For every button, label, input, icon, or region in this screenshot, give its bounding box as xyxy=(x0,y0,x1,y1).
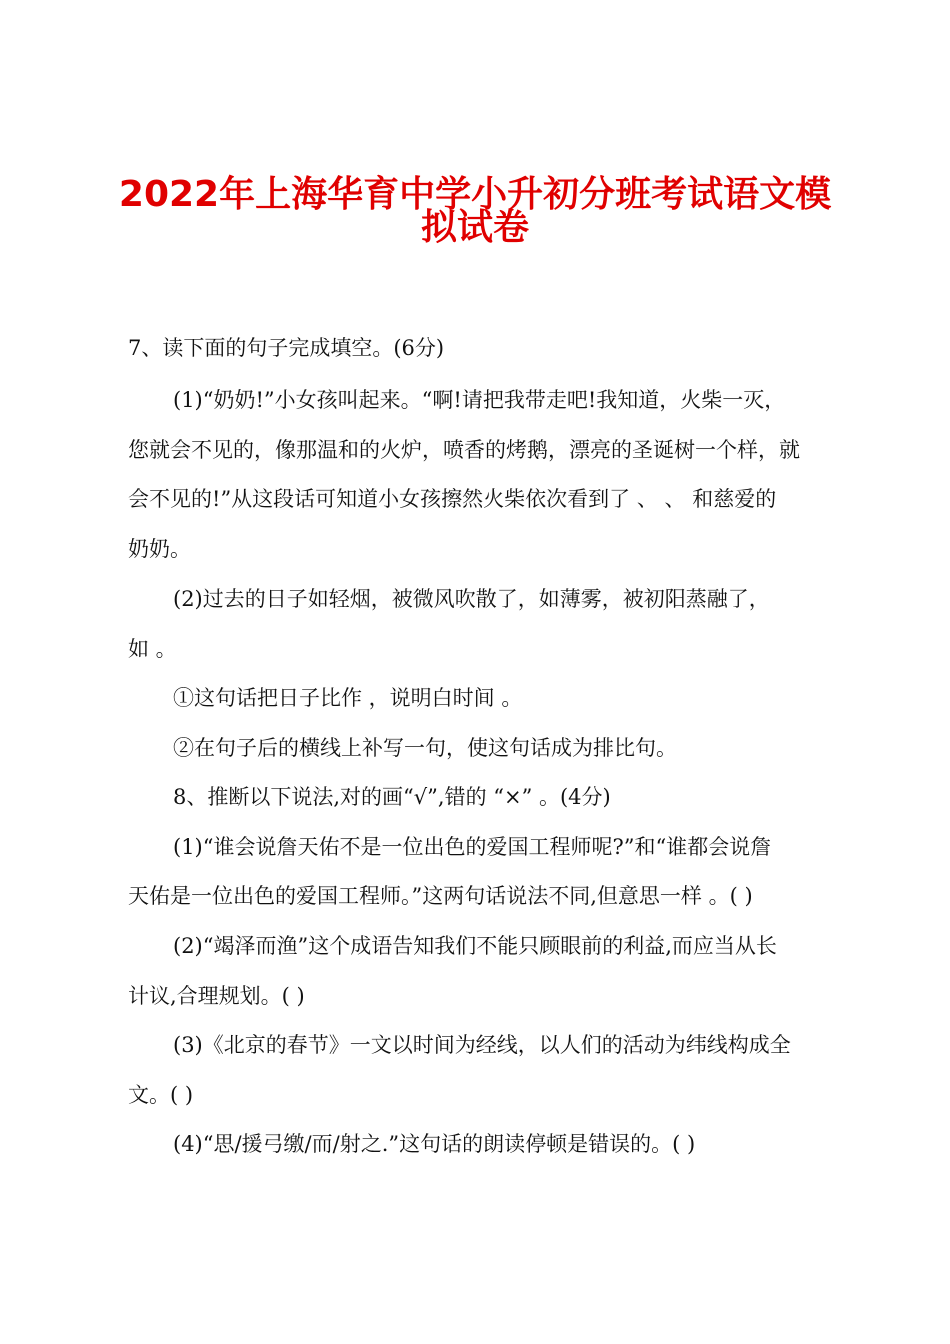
q7-p1-line-1: (1)“奶奶!”小女孩叫起来。“啊!请把我带走吧!我知道，火柴一灭， xyxy=(173,388,786,412)
document-title-line-1: 2022年上海华育中学小升初分班考试语文模 xyxy=(118,174,832,215)
q7-p2-line-1: (2)过去的日子如轻烟，被微风吹散了，如薄雾，被初阳蒸融了， xyxy=(173,587,770,611)
document-title-line-2: 拟试卷 xyxy=(420,207,529,248)
q7-p1-line-2: 您就会不见的，像那温和的火炉，喷香的烤鹅，漂亮的圣诞树一个样，就 xyxy=(128,438,800,462)
q7-p1-line-4: 奶奶。 xyxy=(128,537,191,561)
q7-sub-question-1: ①这句话把日子比作 ，说明白时间 。 xyxy=(173,686,523,710)
q7-heading: 7、读下面的句子完成填空。(6分) xyxy=(128,336,445,360)
q7-sub-question-2: ②在句子后的横线上补写一句，使这句话成为排比句。 xyxy=(173,736,677,760)
q8-item-4-line-1: (4)“思/援弓缴/而/射之.”这句话的朗读停顿是错误的。( ) xyxy=(173,1132,696,1156)
q8-item-1-line-1: (1)“谁会说詹天佑不是一位出色的爱国工程师呢?”和“谁都会说詹 xyxy=(173,835,772,859)
q7-p1-line-3: 会不见的!”从这段话可知道小女孩擦然火柴依次看到了 、 、 和慈爱的 xyxy=(128,487,777,511)
q8-item-3-line-1: (3)《北京的春节》一文以时间为经线，以人们的活动为纬线构成全 xyxy=(173,1033,791,1057)
q8-item-2-line-1: (2)“竭泽而渔”这个成语告知我们不能只顾眼前的利益,而应当从长 xyxy=(173,934,777,958)
q8-item-2-line-2: 计议,合理规划。( ) xyxy=(128,984,305,1008)
q8-item-1-line-2: 天佑是一位出色的爱国工程师。”这两句话说法不同,但意思一样 。( ) xyxy=(128,884,753,908)
q7-p2-line-2: 如 。 xyxy=(128,637,177,661)
q8-heading: 8、推断以下说法,对的画“√”,错的 “×” 。(4分) xyxy=(173,785,611,809)
q8-item-3-line-2: 文。( ) xyxy=(128,1083,194,1107)
